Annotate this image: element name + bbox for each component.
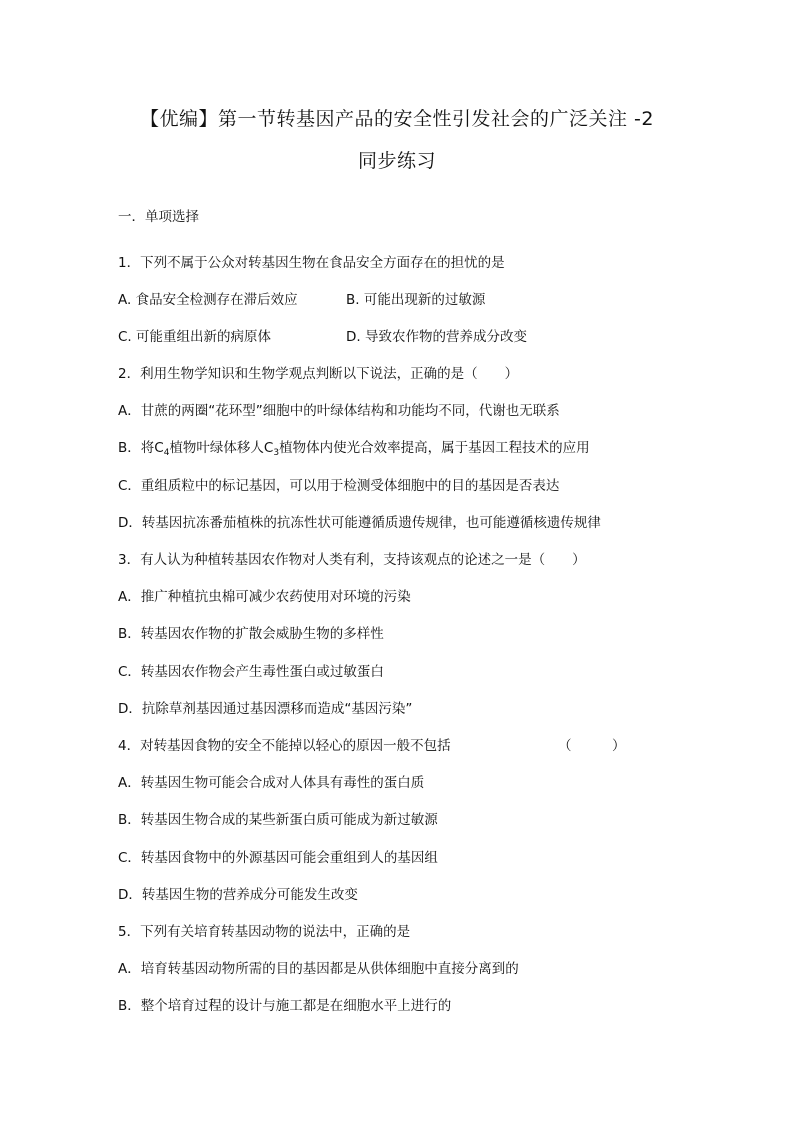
question-2-stem: 2．利用生物学知识和生物学观点判断以下说法，正确的是（ ）: [118, 366, 519, 382]
question-2-option-d: D．转基因抗冻番茄植株的抗冻性状可能遵循质遗传规律，也可能遵循核遗传规律: [118, 515, 601, 531]
document-title-line2: 同步练习: [357, 150, 436, 172]
question-1-option-b: B. 可能出现新的过敏源: [346, 292, 486, 308]
section-heading: 一．单项选择: [118, 209, 199, 225]
question-3-option-d: D．抗除草剂基因通过基因漂移而造成“基因污染”: [118, 701, 413, 717]
question-4-option-d: D．转基因生物的营养成分可能发生改变: [118, 887, 358, 903]
question-1-stem: 1．下列不属于公众对转基因生物在食品安全方面存在的担忧的是: [118, 255, 505, 271]
question-4-stem: 4．对转基因食物的安全不能掉以轻心的原因一般不包括: [118, 738, 451, 754]
question-1-option-d: D. 导致农作物的营养成分改变: [346, 329, 527, 345]
question-2-option-b: [118, 436, 590, 458]
question-2-option-b-sub2: 3: [273, 448, 280, 458]
question-5-option-b: B．整个培育过程的设计与施工都是在细胞水平上进行的: [118, 998, 452, 1014]
question-3-option-b: B．转基因农作物的扩散会威胁生物的多样性: [118, 626, 384, 642]
question-1-option-c: C. 可能重组出新的病原体: [118, 329, 272, 345]
question-2-option-b-post: 植物体内使光合效率提高，属于基因工程技术的应用: [279, 440, 590, 456]
question-2-option-b-mid: 植物叶绿体移人C: [169, 440, 274, 456]
question-5-option-a: A．培育转基因动物所需的目的基因都是从供体细胞中直接分离到的: [118, 961, 519, 977]
question-3-option-c: C．转基因农作物会产生毒性蛋白或过敏蛋白: [118, 664, 384, 680]
question-3-stem: 3．有人认为种植转基因农作物对人类有利，支持该观点的论述之一是（ ）: [118, 552, 586, 568]
question-4-answer-paren: （ ）: [558, 738, 626, 754]
question-2-option-c: C．重组质粒中的标记基因，可以用于检测受体细胞中的目的基因是否表达: [118, 478, 560, 494]
question-5-stem: 5．下列有关培育转基因动物的说法中，正确的是: [118, 924, 411, 940]
question-4-option-a: A．转基因生物可能会合成对人体具有毒性的蛋白质: [118, 775, 425, 791]
question-3-option-a: A．推广种植抗虫棉可减少农药使用对环境的污染: [118, 589, 411, 605]
question-4-option-b: B．转基因生物合成的某些新蛋白质可能成为新过敏源: [118, 812, 438, 828]
question-2-option-a: A．甘蔗的两圈“花环型”细胞中的叶绿体结构和功能均不同，代谢也无联系: [118, 403, 560, 419]
question-1-option-a: A. 食品安全检测存在滞后效应: [118, 292, 298, 308]
document-title-line1: 【优编】第一节转基因产品的安全性引发社会的广泛关注 -2: [140, 108, 654, 130]
question-2-option-b-sub1: 4: [163, 448, 170, 458]
question-4-option-c: C．转基因食物中的外源基因可能会重组到人的基因组: [118, 850, 438, 866]
question-2-option-b-pre: B．将C: [118, 440, 164, 456]
